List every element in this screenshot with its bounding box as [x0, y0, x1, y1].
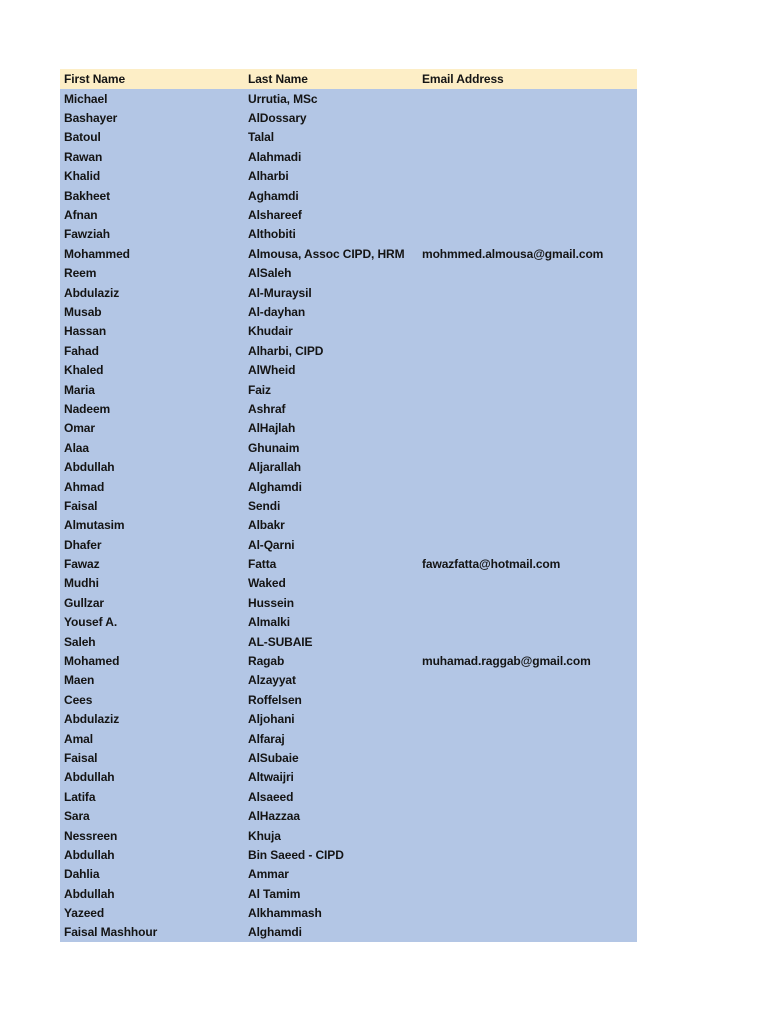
first-name-cell: Abdullah: [64, 770, 115, 785]
first-name-cell: Bakheet: [64, 188, 110, 203]
table-row: [60, 729, 637, 748]
last-name-cell: AlDossary: [248, 111, 307, 126]
contacts-table: [60, 69, 637, 942]
table-row: [60, 554, 637, 573]
last-name-cell: Khudair: [248, 324, 293, 339]
last-name-cell: Waked: [248, 576, 286, 591]
first-name-cell: Rawan: [64, 149, 103, 164]
first-name-cell: Abdullah: [64, 847, 115, 862]
first-name-cell: Hassan: [64, 324, 107, 339]
last-name-cell: Alkhammash: [248, 906, 322, 921]
last-name-cell: Alghamdi: [248, 925, 302, 940]
email-cell: fawazfatta@hotmail.com: [422, 557, 561, 572]
table-row: [60, 167, 637, 186]
last-name-cell: Roffelsen: [248, 692, 302, 707]
table-row: [60, 651, 637, 670]
table-row: [60, 205, 637, 224]
last-name-cell: Al-Qarni: [248, 537, 295, 552]
email-cell: muhamad.raggab@gmail.com: [422, 654, 591, 669]
last-name-cell: AlWheid: [248, 363, 296, 378]
table-row: [60, 593, 637, 612]
table-row: [60, 768, 637, 787]
table-row: [60, 826, 637, 845]
first-name-cell: Musab: [64, 304, 102, 319]
last-name-cell: Ragab: [248, 654, 285, 669]
last-name-cell: Albakr: [248, 518, 285, 533]
first-name-cell: Reem: [64, 266, 97, 281]
last-name-cell: Alahmadi: [248, 149, 302, 164]
last-name-cell: Fatta: [248, 557, 277, 572]
table-row: [60, 302, 637, 321]
table-row: [60, 574, 637, 593]
table-row: [60, 380, 637, 399]
first-name-cell: Afnan: [64, 208, 98, 223]
table-row: [60, 690, 637, 709]
last-name-cell: Alharbi, CIPD: [248, 343, 324, 358]
table-row: [60, 89, 637, 108]
table-row: [60, 399, 637, 418]
first-name-cell: Alaa: [64, 440, 89, 455]
last-name-cell: Al-Muraysil: [248, 285, 312, 300]
first-name-cell: Fawaz: [64, 557, 100, 572]
first-name-cell: Cees: [64, 692, 93, 707]
table-row: [60, 186, 637, 205]
last-name-cell: Almalki: [248, 615, 290, 630]
table-row: [60, 477, 637, 496]
first-name-cell: Faisal Mashhour: [64, 925, 158, 940]
last-name-cell: Sendi: [248, 498, 281, 513]
last-name-cell: Alharbi: [248, 169, 289, 184]
first-name-cell: Mohamed: [64, 654, 120, 669]
first-name-cell: Nadeem: [64, 401, 111, 416]
header-email-address: Email Address: [422, 72, 504, 86]
first-name-cell: Batoul: [64, 130, 101, 145]
first-name-cell: Abdullah: [64, 460, 115, 475]
last-name-cell: AL-SUBAIE: [248, 634, 313, 649]
table-row: [60, 748, 637, 767]
last-name-cell: Al-dayhan: [248, 304, 306, 319]
table-row: [60, 419, 637, 438]
first-name-cell: Ahmad: [64, 479, 105, 494]
first-name-cell: Abdulaziz: [64, 712, 120, 727]
table-row: [60, 710, 637, 729]
first-name-cell: Abdullah: [64, 886, 115, 901]
header-first-name: First Name: [64, 72, 126, 86]
table-row: [60, 613, 637, 632]
first-name-cell: Faisal: [64, 498, 98, 513]
table-row: [60, 264, 637, 283]
table-row: [60, 516, 637, 535]
table-row: [60, 360, 637, 379]
last-name-cell: Altwaijri: [248, 770, 294, 785]
first-name-cell: Maria: [64, 382, 95, 397]
last-name-cell: Alsaeed: [248, 789, 294, 804]
header-last-name: Last Name: [248, 72, 308, 86]
first-name-cell: Faisal: [64, 750, 98, 765]
first-name-cell: Mudhi: [64, 576, 99, 591]
first-name-cell: Abdulaziz: [64, 285, 120, 300]
table-row: [60, 438, 637, 457]
table-row: [60, 903, 637, 922]
last-name-cell: AlHajlah: [248, 421, 296, 436]
last-name-cell: Ghunaim: [248, 440, 300, 455]
table-header-row: [60, 69, 637, 89]
first-name-cell: Bashayer: [64, 111, 118, 126]
table-row: [60, 244, 637, 263]
table-row: [60, 225, 637, 244]
last-name-cell: Al Tamim: [248, 886, 301, 901]
last-name-cell: Urrutia, MSc: [248, 91, 318, 106]
first-name-cell: Nessreen: [64, 828, 118, 843]
last-name-cell: Khuja: [248, 828, 281, 843]
table-row: [60, 787, 637, 806]
last-name-cell: Almousa, Assoc CIPD, HRM: [248, 246, 405, 261]
table-row: [60, 147, 637, 166]
table-row: [60, 496, 637, 515]
first-name-cell: Latifa: [64, 789, 96, 804]
first-name-cell: Saleh: [64, 634, 96, 649]
table-row: [60, 671, 637, 690]
first-name-cell: Maen: [64, 673, 95, 688]
table-row: [60, 865, 637, 884]
first-name-cell: Khalid: [64, 169, 101, 184]
last-name-cell: AlHazzaa: [248, 809, 300, 824]
last-name-cell: Aghamdi: [248, 188, 299, 203]
last-name-cell: Talal: [248, 130, 274, 145]
last-name-cell: Bin Saeed - CIPD: [248, 847, 344, 862]
table-row: [60, 457, 637, 476]
table-row: [60, 283, 637, 302]
last-name-cell: Alghamdi: [248, 479, 302, 494]
first-name-cell: Yousef A.: [64, 615, 118, 630]
last-name-cell: Hussein: [248, 595, 294, 610]
last-name-cell: Alfaraj: [248, 731, 285, 746]
first-name-cell: Gullzar: [64, 595, 104, 610]
last-name-cell: Althobiti: [248, 227, 296, 242]
first-name-cell: Khaled: [64, 363, 104, 378]
last-name-cell: AlSaleh: [248, 266, 292, 281]
first-name-cell: Sara: [64, 809, 90, 824]
first-name-cell: Michael: [64, 91, 108, 106]
first-name-cell: Almutasim: [64, 518, 125, 533]
table-row: [60, 845, 637, 864]
table-row: [60, 884, 637, 903]
table-row: [60, 322, 637, 341]
last-name-cell: Alzayyat: [248, 673, 296, 688]
table-row: [60, 923, 637, 942]
table-body: [60, 89, 637, 942]
first-name-cell: Yazeed: [64, 906, 105, 921]
last-name-cell: Aljarallah: [248, 460, 302, 475]
first-name-cell: Dhafer: [64, 537, 102, 552]
table-row: [60, 128, 637, 147]
first-name-cell: Dahlia: [64, 867, 100, 882]
last-name-cell: Faiz: [248, 382, 271, 397]
table-row: [60, 806, 637, 825]
last-name-cell: Aljohani: [248, 712, 295, 727]
last-name-cell: Alshareef: [248, 208, 302, 223]
table-row: [60, 632, 637, 651]
last-name-cell: Ashraf: [248, 401, 286, 416]
first-name-cell: Fahad: [64, 343, 99, 358]
table-row: [60, 341, 637, 360]
last-name-cell: AlSubaie: [248, 750, 299, 765]
last-name-cell: Ammar: [248, 867, 289, 882]
table-row: [60, 535, 637, 554]
email-cell: mohmmed.almousa@gmail.com: [422, 246, 604, 261]
first-name-cell: Fawziah: [64, 227, 110, 242]
first-name-cell: Amal: [64, 731, 93, 746]
first-name-cell: Omar: [64, 421, 95, 436]
table-row: [60, 108, 637, 127]
first-name-cell: Mohammed: [64, 246, 130, 261]
